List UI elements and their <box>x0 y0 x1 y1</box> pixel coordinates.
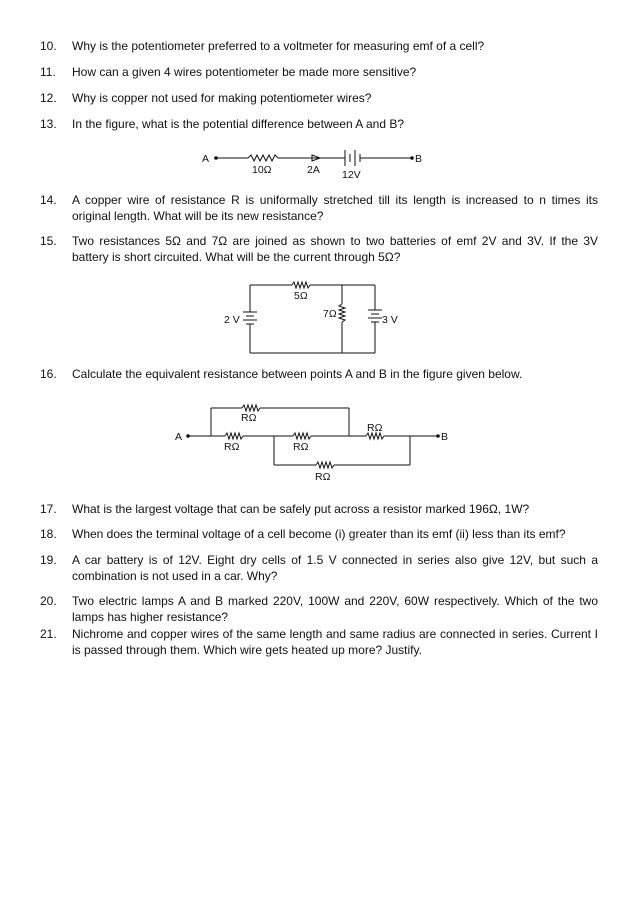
question-number: 21. <box>40 627 57 641</box>
question-number: 20. <box>40 594 57 608</box>
label-b: B <box>415 153 423 165</box>
label-r-mid-1: RΩ <box>224 441 240 453</box>
resistor-top <box>242 405 260 411</box>
figure-13-circuit <box>190 140 440 185</box>
question-number: 15. <box>40 234 57 248</box>
resistor-bottom <box>316 462 334 468</box>
question-text: In the figure, what is the potential difference between A and B? <box>72 117 405 131</box>
node-b <box>410 156 414 160</box>
question-text: Two resistances 5Ω and 7Ω are joined as shown to two batteries of emf 2V and 3V. If the 3V battery is short circuited. What will be the current through 5Ω? <box>72 234 598 264</box>
label-5-ohm: 5Ω <box>294 290 308 302</box>
label-2v: 2 V <box>224 314 240 326</box>
question-number: 12. <box>40 91 57 105</box>
resistor-mid-2 <box>293 433 311 439</box>
question-text: Calculate the equivalent resistance between points A and B in the figure given below. <box>72 367 523 381</box>
label-r-right: RΩ <box>367 422 383 434</box>
resistor-10-ohm <box>248 155 278 161</box>
question-number: 18. <box>40 527 57 541</box>
label-resistance: 10Ω <box>252 164 272 176</box>
figure-16-circuit <box>170 398 470 488</box>
label-b: B <box>441 431 449 443</box>
label-r-top: RΩ <box>241 412 257 424</box>
label-a: A <box>175 431 183 443</box>
resistor-mid-1 <box>225 433 243 439</box>
label-voltage: 12V <box>342 169 361 181</box>
resistor-5-ohm <box>292 282 310 288</box>
label-7-ohm: 7Ω <box>323 308 337 320</box>
question-number: 11. <box>40 65 56 79</box>
label-a: A <box>202 153 210 165</box>
question-text: How can a given 4 wires potentiometer be made more sensitive? <box>72 65 417 79</box>
resistor-7-ohm <box>339 304 345 322</box>
question-text: What is the largest voltage that can be safely put across a resistor marked 196Ω, 1W? <box>72 502 530 516</box>
question-number: 16. <box>40 367 57 381</box>
node-b <box>436 434 440 438</box>
question-text: Why is copper not used for making potentiometer wires? <box>72 91 372 105</box>
label-r-mid-2: RΩ <box>293 441 309 453</box>
question-text: Why is the potentiometer preferred to a voltmeter for measuring emf of a cell? <box>72 39 485 53</box>
question-number: 14. <box>40 193 57 207</box>
question-number: 10. <box>40 39 57 53</box>
label-r-bottom: RΩ <box>315 471 331 483</box>
question-number: 19. <box>40 553 57 567</box>
question-text: When does the terminal voltage of a cell become (i) greater than its emf (ii) less than its emf? <box>72 527 566 541</box>
question-text: A car battery is of 12V. Eight dry cells of 1.5 V connected in series also give 12V, but such a combination is not used in a car. Why? <box>72 553 598 583</box>
label-3v: 3 V <box>382 314 398 326</box>
question-text: Two electric lamps A and B marked 220V, 100W and 220V, 60W respectively. Which of the two lamps has higher resistance? <box>72 594 598 624</box>
question-number: 17. <box>40 502 57 516</box>
figure-15-circuit <box>220 278 420 358</box>
question-text: Nichrome and copper wires of the same length and same radius are connected in series. Current I is passed through them. Which wire gets heated up more? Justify. <box>72 627 598 657</box>
question-text: A copper wire of resistance R is uniformally stretched till its length is increased to n times its original length. What will be its new resistance? <box>72 193 598 223</box>
label-current: 2A <box>307 164 320 176</box>
question-number: 13. <box>40 117 57 131</box>
